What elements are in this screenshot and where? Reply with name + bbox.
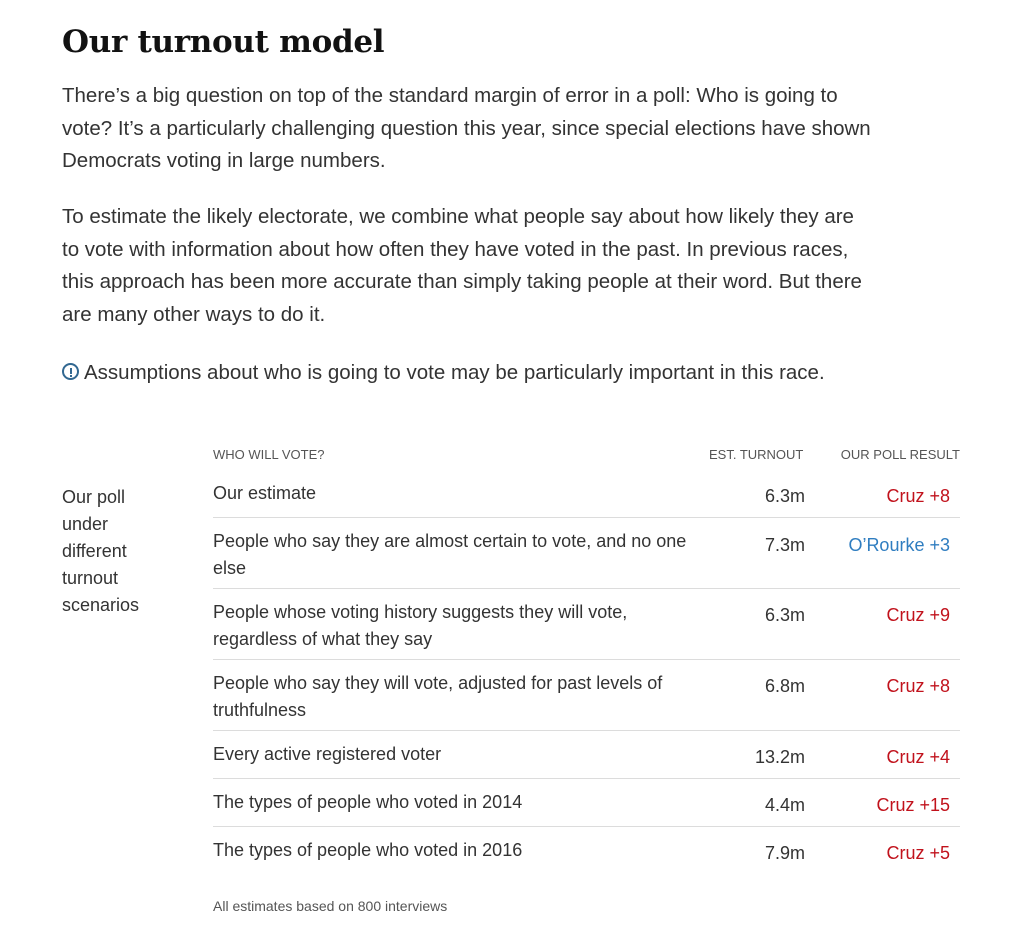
table-header [213,440,960,470]
table-row [213,731,960,779]
row-who: Every active registered voter [213,744,442,764]
row-result: Cruz +8 [886,676,950,696]
header-poll-result: OUR POLL RESULT [840,447,960,462]
row-result: O’Rourke +3 [848,535,950,555]
row-turnout: 7.9m [764,843,805,863]
row-turnout: 6.3m [764,486,805,506]
info-icon [62,363,79,380]
row-who: People whose voting history suggests they will vote, regardless of what they say [213,602,628,649]
footnote: All estimates based on 800 interviews [213,898,448,914]
row-result: Cruz +4 [886,747,950,767]
header-who-will-vote: WHO WILL VOTE? [213,447,325,462]
paragraph-method: To estimate the likely electorate, we combine what people say about how likely they are to vote with information about how often they have voted in the past. In previous races, this approach has been more accurate than simply taking people at their word. But there are many other ways to do it. [62,205,862,326]
row-turnout: 7.3m [764,535,805,555]
header-est-turnout: EST. TURNOUT [709,447,804,462]
table-row [213,470,960,518]
row-who: The types of people who voted in 2014 [213,792,523,812]
turnout-scenarios-table [213,440,960,874]
table-row [213,589,960,660]
table-side-label: Our poll under different turnout scenarios [62,487,140,615]
row-turnout: 6.3m [764,605,805,625]
row-who: The types of people who voted in 2016 [213,840,523,860]
table-row [213,779,960,827]
row-who: People who say they are almost certain to vote, and no one else [213,531,687,578]
table-row [213,518,960,589]
row-result: Cruz +5 [886,843,950,863]
row-result: Cruz +8 [886,486,950,506]
row-turnout: 4.4m [764,795,805,815]
headline: Our turnout model [62,24,385,60]
assumption-note [62,357,872,390]
row-result: Cruz +9 [886,605,950,625]
table-row [213,660,960,731]
row-turnout: 6.8m [764,676,805,696]
row-result: Cruz +15 [876,795,950,815]
assumption-note-text: Assumptions about who is going to vote may be particularly important in this race. [84,361,825,384]
row-turnout: 13.2m [754,747,805,767]
row-who: People who say they will vote, adjusted for past levels of truthfulness [213,673,663,720]
paragraph-intro: There’s a big question on top of the standard margin of error in a poll: Who is going to vote? It’s a particularly challenging question this year, since special elections have shown Democrats voting in large numbers. [62,84,871,172]
row-who: Our estimate [213,483,317,503]
table-row [213,827,960,874]
